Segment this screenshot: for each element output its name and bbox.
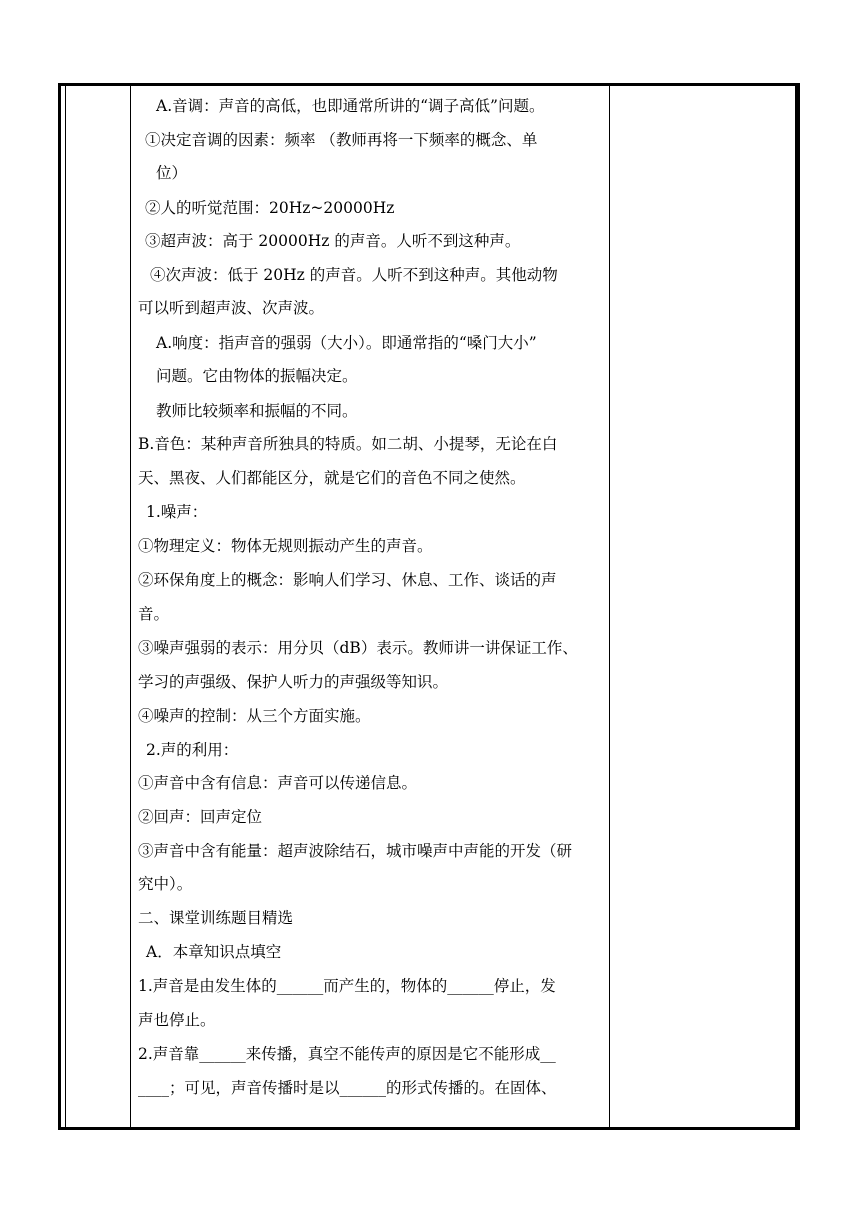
text-line: ③噪声强弱的表示：用分贝（dB）表示。教师讲一讲保证工作、 [138, 639, 578, 657]
text-line: ①声音中含有信息：声音可以传递信息。 [138, 774, 418, 792]
table-column-divider [130, 86, 131, 1127]
text-line: 二、课堂训练题目精选 [138, 909, 294, 927]
table-column-divider [795, 86, 796, 1127]
text-line: 音。 [138, 605, 170, 623]
text-line: 声也停止。 [138, 1011, 216, 1029]
text-line: A.音调：声音的高低，也即通常所讲的“调子高低”问题。 [156, 97, 545, 115]
text-line: 1.噪声： [146, 503, 208, 521]
text-line: 天、黑夜、人们都能区分，就是它们的音色不同之使然。 [138, 469, 526, 487]
text-line: ②环保角度上的概念：影响人们学习、休息、工作、谈话的声 [138, 571, 557, 589]
text-line: 教师比较频率和振幅的不同。 [156, 402, 358, 420]
text-line: 问题。它由物体的振幅决定。 [156, 367, 358, 385]
table-column-divider [65, 86, 66, 1127]
text-line: ____；可见，声音传播时是以______的形式传播的。在固体、 [138, 1079, 557, 1097]
text-line: ④噪声的控制：从三个方面实施。 [138, 707, 371, 725]
text-line: ③声音中含有能量：超声波除结石，城市噪声中声能的开发（研 [138, 842, 573, 860]
text-line: 位） [156, 164, 188, 182]
text-line: 2.声音靠______来传播，真空不能传声的原因是它不能形成__ [138, 1045, 556, 1063]
text-line: ②回声：回声定位 [138, 808, 263, 826]
text-line: ②人的听觉范围：20Hz~20000Hz [145, 199, 395, 217]
text-line: 1.声音是由发生体的______而产生的，物体的______停止，发 [138, 977, 556, 995]
text-line: 可以听到超声波、次声波。 [138, 299, 325, 317]
text-line: ③超声波：高于 20000Hz 的声音。人听不到这种声。 [145, 232, 521, 250]
text-line: 2.声的利用： [146, 741, 239, 759]
text-line: ①决定音调的因素：频率 （教师再将一下频率的概念、单 [145, 131, 538, 149]
text-line: A.响度：指声音的强弱（大小）。即通常指的“嗓门大小” [156, 334, 537, 352]
text-line: 究中）。 [138, 875, 193, 893]
table-column-divider [609, 86, 610, 1127]
text-line: ①物理定义：物体无规则振动产生的声音。 [138, 537, 433, 555]
text-line: B.音色：某种声音所独具的特质。如二胡、小提琴，无论在白 [138, 435, 558, 453]
text-line: 学习的声强级、保护人听力的声强级等知识。 [138, 673, 449, 691]
text-line: ④次声波：低于 20Hz 的声音。人听不到这种声。其他动物 [150, 266, 558, 284]
text-line: A．本章知识点填空 [146, 943, 282, 961]
